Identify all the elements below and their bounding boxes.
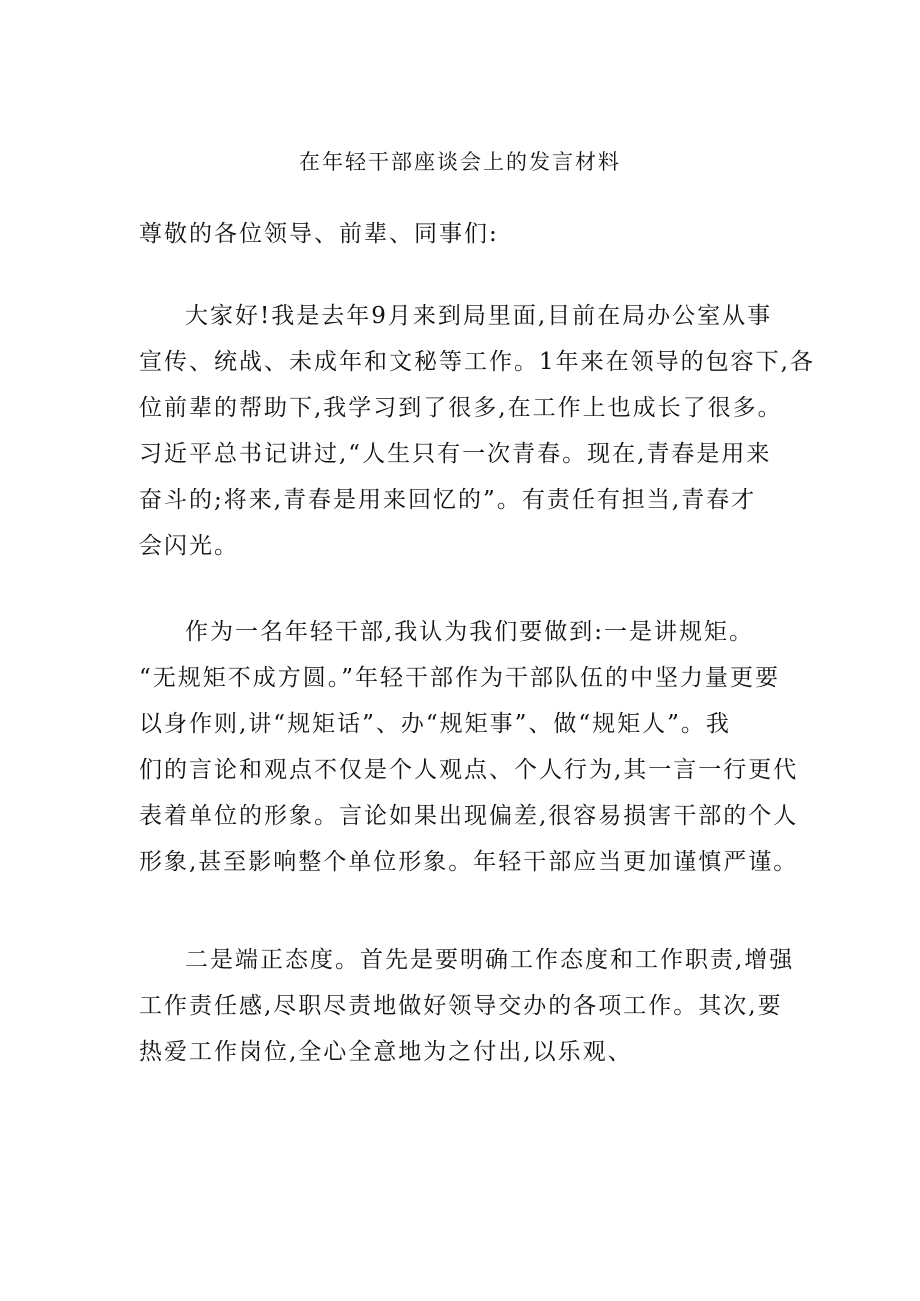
paragraph-line: 宣传、统战、未成年和文秘等工作。1年来在领导的包容下,各 [139, 349, 815, 375]
paragraph-line: 奋斗的;将来,青春是用来回忆的”。有责任有担当,青春才 [139, 487, 757, 513]
paragraph-attitude [139, 937, 795, 1075]
paragraph-greeting [139, 293, 815, 569]
document-title: 在年轻干部座谈会上的发言材料 [299, 150, 621, 174]
paragraph-line: 以身作则,讲“规矩话”、办“规矩事”、做“规矩人”。我 [139, 711, 731, 737]
paragraph-line: 们的言论和观点不仅是个人观点、个人行为,其一言一行更代 [139, 757, 799, 783]
paragraph-line: “无规矩不成方圆。”年轻干部作为干部队伍的中坚力量更要 [139, 665, 781, 691]
paragraph-line: 大家好!我是去年9月来到局里面,目前在局办公室从事 [185, 303, 773, 329]
paragraph-line: 二是端正态度。首先是要明确工作态度和工作职责,增强 [185, 947, 795, 973]
paragraph-line: 形象,甚至影响整个单位形象。年轻干部应当更加谨慎严谨。 [139, 849, 799, 875]
paragraph-line: 会闪光。 [139, 533, 239, 559]
paragraph-rules [139, 609, 799, 885]
paragraph-line: 作为一名年轻干部,我认为我们要做到:一是讲规矩。 [185, 619, 755, 645]
paragraph-line: 工作责任感,尽职尽责地做好领导交办的各项工作。其次,要 [139, 993, 783, 1019]
paragraph-line: 表着单位的形象。言论如果出现偏差,很容易损害干部的个人 [139, 803, 799, 829]
paragraph-line: 热爱工作岗位,全心全意地为之付出,以乐观、 [139, 1039, 633, 1065]
paragraph-line: 位前辈的帮助下,我学习到了很多,在工作上也成长了很多。 [139, 395, 783, 421]
paragraph-line: 习近平总书记讲过,“人生只有一次青春。现在,青春是用来 [139, 441, 772, 467]
salutation: 尊敬的各位领导、前辈、同事们: [139, 221, 499, 247]
